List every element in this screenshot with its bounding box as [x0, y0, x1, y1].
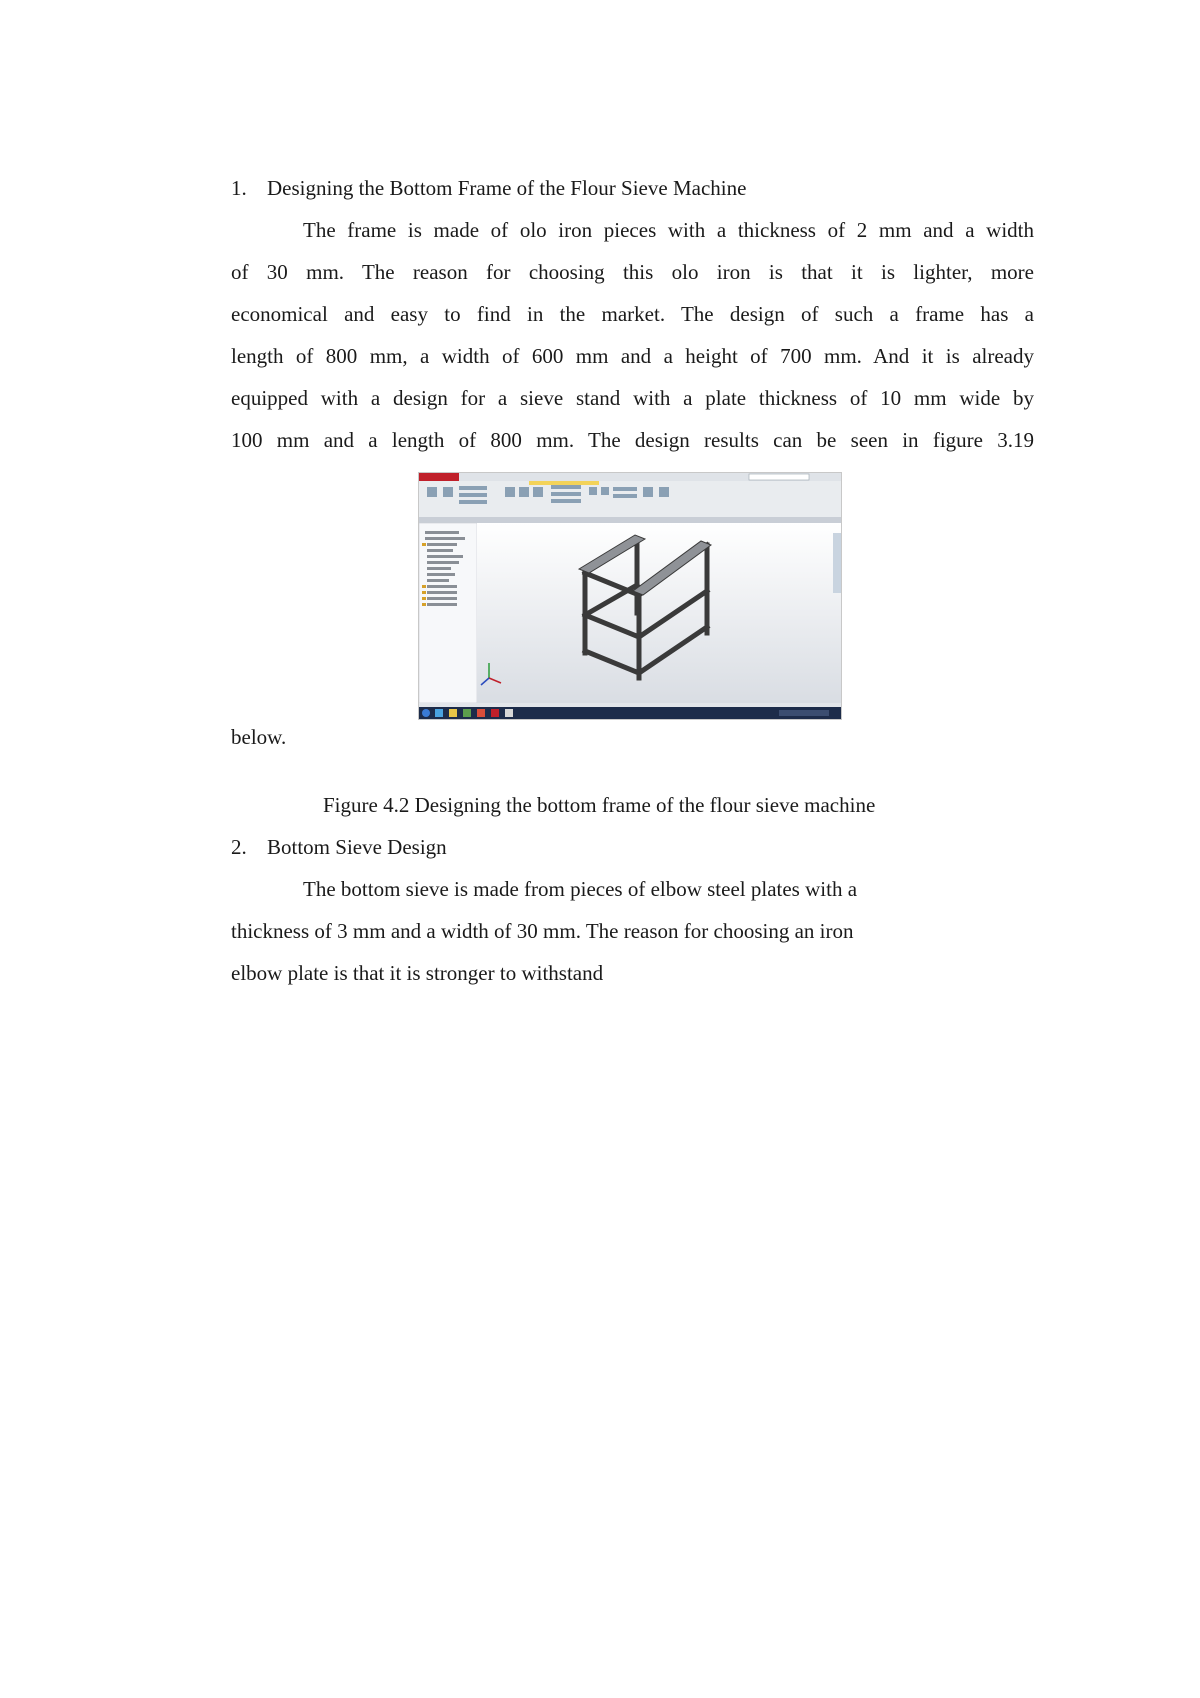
- cad-status-bar: [419, 703, 841, 707]
- section-1-number: 1.: [231, 176, 247, 200]
- section-2-number: 2.: [231, 835, 247, 859]
- cad-screenshot-image: [419, 473, 841, 719]
- cad-tab-strip: [419, 517, 841, 523]
- paragraph-1-line-1: The frame is made of olo iron pieces with a thickness of 2 mm and a width: [303, 218, 1034, 242]
- paragraph-1-continuation: below.: [231, 725, 287, 749]
- section-2-heading: Bottom Sieve Design: [267, 835, 447, 859]
- paragraph-2-line-3: elbow plate is that it is stronger to withstand: [231, 961, 604, 985]
- paragraph-2-line-1: The bottom sieve is made from pieces of elbow steel plates with a: [303, 877, 858, 901]
- section-1-heading: Designing the Bottom Frame of the Flour Sieve Machine: [267, 176, 747, 200]
- cad-ribbon-highlight: [529, 481, 599, 485]
- cad-screenshot-figure: [418, 472, 842, 720]
- paragraph-1-line-3: economical and easy to find in the market. The design of such a frame has a: [231, 302, 1034, 326]
- cad-search-box: [749, 474, 809, 480]
- paragraph-1-line-4: length of 800 mm, a width of 600 mm and a height of 700 mm. And it is already: [231, 344, 1034, 368]
- figure-caption: Figure 4.2 Designing the bottom frame of the flour sieve machine: [323, 793, 876, 817]
- paragraph-1-line-6: 100 mm and a length of 800 mm. The design results can be seen in figure 3.19: [231, 428, 1034, 452]
- paragraph-1-line-5: equipped with a design for a sieve stand with a plate thickness of 10 mm wide by: [231, 386, 1034, 410]
- cad-viewport: [477, 523, 841, 703]
- cad-right-taskpane: [833, 533, 841, 593]
- paragraph-1-line-2: of 30 mm. The reason for choosing this olo iron is that it is lighter, more: [231, 260, 1034, 284]
- cad-app-logo: [419, 473, 459, 481]
- paragraph-2-line-2: thickness of 3 mm and a width of 30 mm. The reason for choosing an iron: [231, 919, 854, 943]
